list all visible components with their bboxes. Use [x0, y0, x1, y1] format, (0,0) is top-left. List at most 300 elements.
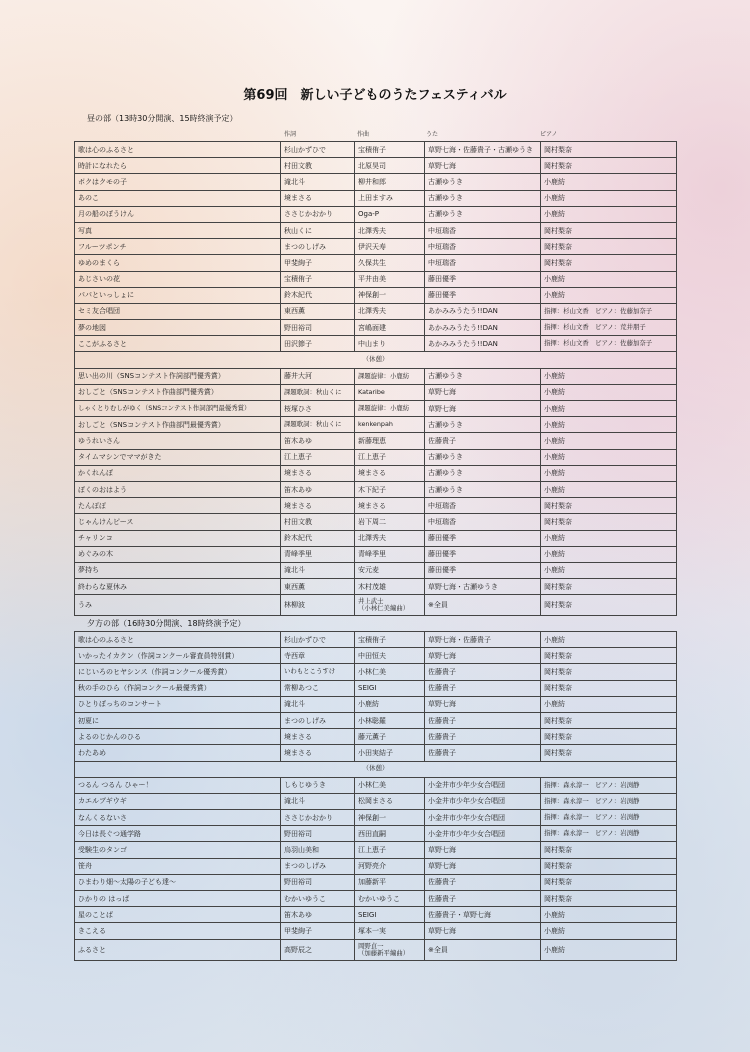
- page-title: 第69回 新しい子どものうたフェスティバル: [243, 88, 507, 103]
- composer: 北原昊司: [355, 158, 425, 174]
- singer: 古瀬ゆうき: [425, 481, 541, 497]
- song-title: 星のことば: [75, 907, 281, 923]
- pianist: 小鹿紡: [541, 546, 677, 562]
- lyricist: 鈴木紀代: [281, 530, 355, 546]
- singer: 草野七海: [425, 401, 541, 417]
- pianist: 岡村梨奈: [541, 239, 677, 255]
- song-title: うみ: [75, 595, 281, 616]
- song-title: あじさいの花: [75, 271, 281, 287]
- composer: 塚本一実: [355, 923, 425, 939]
- composer: 河野亮介: [355, 858, 425, 874]
- table-row: [75, 664, 677, 680]
- lyricist: 村田文教: [281, 158, 355, 174]
- lyricist: 村田文教: [281, 514, 355, 530]
- composer: 西田直嗣: [355, 826, 425, 842]
- composer: [355, 939, 425, 960]
- table-row: [75, 858, 677, 874]
- table-row: [75, 174, 677, 190]
- lyricist: 境まさる: [281, 745, 355, 761]
- lyricist: 秋山くに: [281, 222, 355, 238]
- song-title: おしごと（SNSコンテスト作曲部門優秀賞）: [75, 384, 281, 400]
- lyricist: 林柳波: [281, 595, 355, 616]
- song-title: 今日は長ぐつ通学路: [75, 826, 281, 842]
- day-part1-rows: [75, 142, 677, 352]
- lyricist: まつのしげみ: [281, 712, 355, 728]
- pianist: 小鹿紡: [541, 907, 677, 923]
- pianist: 小鹿紡: [541, 481, 677, 497]
- composer: 宝積侑子: [355, 142, 425, 158]
- table-row: [75, 595, 677, 616]
- composer: 小鹿紡: [355, 696, 425, 712]
- lyricist: しもじゆうき: [281, 777, 355, 793]
- song-title: ゆうれいさん: [75, 433, 281, 449]
- lyricist: 田沢節子: [281, 336, 355, 352]
- song-title: セミ友合唱団: [75, 303, 281, 319]
- lyricist: 青峰季里: [281, 546, 355, 562]
- composer: 宝積侑子: [355, 632, 425, 648]
- table-row: [75, 923, 677, 939]
- lyricist: いわもとこうすけ: [281, 664, 355, 680]
- pianist: 岡村梨奈: [541, 142, 677, 158]
- table-row: [75, 222, 677, 238]
- pianist: 岡村梨奈: [541, 874, 677, 890]
- composer: 小林仁美: [355, 664, 425, 680]
- composer: 神保創一: [355, 810, 425, 826]
- arranger-note: （小林仁美編曲）: [358, 604, 410, 613]
- table-row: [75, 680, 677, 696]
- singer: 草野七海: [425, 648, 541, 664]
- composer: 伊沢天寿: [355, 239, 425, 255]
- composer: 上田ますみ: [355, 190, 425, 206]
- pianist: 岡村梨奈: [541, 255, 677, 271]
- singer: あかみみうたう!!DAN: [425, 303, 541, 319]
- pianist: 岡村梨奈: [541, 842, 677, 858]
- singer: ※全員: [425, 595, 541, 616]
- singer: あかみみうたう!!DAN: [425, 320, 541, 336]
- table-row: [75, 579, 677, 595]
- song-title: 終わらな夏休み: [75, 579, 281, 595]
- composer: 境まさる: [355, 465, 425, 481]
- song-title: 受験生のタンゴ: [75, 842, 281, 858]
- evening-part2-rows: [75, 777, 677, 939]
- singer: 古瀬ゆうき: [425, 465, 541, 481]
- pianist: 岡村梨奈: [541, 648, 677, 664]
- song-title: あのこ: [75, 190, 281, 206]
- lyricist: 寺西章: [281, 648, 355, 664]
- singer: 草野七海: [425, 696, 541, 712]
- song-title: ボクはクモの子: [75, 174, 281, 190]
- singer: 草野七海: [425, 158, 541, 174]
- singer: 古瀬ゆうき: [425, 368, 541, 384]
- singer: 古瀬ゆうき: [425, 190, 541, 206]
- composer: 課題旋律：小鹿紡: [355, 368, 425, 384]
- pianist: 小鹿紡: [541, 449, 677, 465]
- pianist: 小鹿紡: [541, 190, 677, 206]
- pianist: 小鹿紡: [541, 632, 677, 648]
- pianist: 岡村梨奈: [541, 158, 677, 174]
- pianist: 岡村梨奈: [541, 729, 677, 745]
- singer: 佐藤貴子: [425, 891, 541, 907]
- table-row: [75, 729, 677, 745]
- lyricist: 杉山かずひで: [281, 632, 355, 648]
- table-row: [75, 142, 677, 158]
- singer: 藤田優季: [425, 562, 541, 578]
- pianist: 小鹿紡: [541, 433, 677, 449]
- table-row: [75, 777, 677, 793]
- pianist: 岡村梨奈: [541, 891, 677, 907]
- song-title: ここがふるさと: [75, 336, 281, 352]
- composer: Oga-P: [355, 206, 425, 222]
- lyricist: まつのしげみ: [281, 239, 355, 255]
- song-title: わたあめ: [75, 745, 281, 761]
- singer: 草野七海・佐藤貴子・古瀬ゆうき: [425, 142, 541, 158]
- pianist: 指揮：杉山文香 ピアノ：佐藤加奈子: [541, 303, 677, 319]
- composer: 木下紀子: [355, 481, 425, 497]
- pianist: 小鹿紡: [541, 939, 677, 960]
- pianist: 岡村梨奈: [541, 712, 677, 728]
- pianist: 小鹿紡: [541, 923, 677, 939]
- singer: 佐藤貴子: [425, 664, 541, 680]
- composer: 小林聡羅: [355, 712, 425, 728]
- lyricist: 境まさる: [281, 498, 355, 514]
- singer: 中垣瑞香: [425, 498, 541, 514]
- song-title: 月の船のぼうけん: [75, 206, 281, 222]
- composer: 平井由美: [355, 271, 425, 287]
- song-title: いかったイカクン（作詞コンクール審査員特別賞）: [75, 648, 281, 664]
- pianist: 指揮：森永淳一 ピアノ：岩渕静: [541, 810, 677, 826]
- composer: kenkenpah: [355, 417, 425, 433]
- table-row: [75, 498, 677, 514]
- lyricist: 境まさる: [281, 729, 355, 745]
- composer: むかいゆうこ: [355, 891, 425, 907]
- singer: 中垣瑞香: [425, 239, 541, 255]
- lyricist: 課題歌詞：秋山くに: [281, 384, 355, 400]
- table-row: [75, 939, 677, 960]
- pianist: 小鹿紡: [541, 562, 677, 578]
- pianist: 小鹿紡: [541, 696, 677, 712]
- song-title: かくれんぼ: [75, 465, 281, 481]
- table-row: [75, 206, 677, 222]
- lyricist: まつのしげみ: [281, 858, 355, 874]
- pianist: 小鹿紡: [541, 271, 677, 287]
- lyricist: 杉山かずひで: [281, 142, 355, 158]
- singer: 佐藤貴子: [425, 745, 541, 761]
- table-row: [75, 546, 677, 562]
- song-title: にじいろのヒヤシンス（作詞コンクール優秀賞）: [75, 664, 281, 680]
- pianist: 岡村梨奈: [541, 664, 677, 680]
- table-row: [75, 190, 677, 206]
- singer: 藤田優季: [425, 530, 541, 546]
- singer: 草野七海: [425, 923, 541, 939]
- lyricist: 境まさる: [281, 190, 355, 206]
- singer: 草野七海: [425, 858, 541, 874]
- singer: 佐藤貴子: [425, 712, 541, 728]
- singer: 佐藤貴子・草野七海: [425, 907, 541, 923]
- table-row: [75, 417, 677, 433]
- song-title: チャリンコ: [75, 530, 281, 546]
- lyricist: 笛木あゆ: [281, 433, 355, 449]
- table-row: [75, 255, 677, 271]
- composer: Kataribe: [355, 384, 425, 400]
- table-row: [75, 481, 677, 497]
- header-music: 作曲: [357, 131, 370, 138]
- song-title: ゆめのまくら: [75, 255, 281, 271]
- table-row: [75, 712, 677, 728]
- lyricist: 藤井大河: [281, 368, 355, 384]
- day-program-table: [74, 141, 677, 616]
- pianist: 指揮：杉山文香 ピアノ：佐藤加奈子: [541, 336, 677, 352]
- pianist: 指揮：杉山文香 ピアノ：荒井朋子: [541, 320, 677, 336]
- singer: あかみみうたう!!DAN: [425, 336, 541, 352]
- song-title: ひかりの はっぱ: [75, 891, 281, 907]
- lyricist: 笛木あゆ: [281, 907, 355, 923]
- table-row: [75, 465, 677, 481]
- song-title: 笹舟: [75, 858, 281, 874]
- table-row: [75, 514, 677, 530]
- composer: 中田恒夫: [355, 648, 425, 664]
- composer: 小田実結子: [355, 745, 425, 761]
- lyricist: 桜塚ひさ: [281, 401, 355, 417]
- lyricist: 野田裕司: [281, 874, 355, 890]
- pianist: 小鹿紡: [541, 530, 677, 546]
- composer-name: 岡野貞一: [358, 941, 384, 950]
- lyricist: 東西薫: [281, 579, 355, 595]
- lyricist: 鈴木紀代: [281, 287, 355, 303]
- pianist: 小鹿紡: [541, 417, 677, 433]
- song-title: カエルブギウギ: [75, 793, 281, 809]
- singer: 佐藤貴子: [425, 680, 541, 696]
- evening-section-heading: 夕方の部（16時30分開演、18時終演予定）: [87, 619, 246, 628]
- song-title: めぐみの木: [75, 546, 281, 562]
- break-label: （休憩）: [75, 761, 677, 777]
- singer: 佐藤貴子: [425, 433, 541, 449]
- pianist: 岡村梨奈: [541, 595, 677, 616]
- table-row: [75, 239, 677, 255]
- lyricist: ささじかおかり: [281, 206, 355, 222]
- header-lyrics: 作詞: [284, 131, 297, 138]
- singer: 藤田優季: [425, 271, 541, 287]
- song-title: 初夏に: [75, 712, 281, 728]
- lyricist: むかいゆうこ: [281, 891, 355, 907]
- song-title: 夢の地図: [75, 320, 281, 336]
- lyricist: 課題歌詞：秋山くに: [281, 417, 355, 433]
- composer: SEIGI: [355, 680, 425, 696]
- song-title: パパといっしょに: [75, 287, 281, 303]
- table-row: [75, 842, 677, 858]
- break-row: [75, 761, 677, 777]
- song-title: フルーツポンチ: [75, 239, 281, 255]
- pianist: 岡村梨奈: [541, 222, 677, 238]
- table-row: [75, 793, 677, 809]
- lyricist: 甲斐絢子: [281, 255, 355, 271]
- lyricist: 野田裕司: [281, 320, 355, 336]
- arranger-note: （加藤新平編曲）: [358, 948, 410, 957]
- lyricist: 江上恵子: [281, 449, 355, 465]
- singer: 小金井市少年少女合唱団: [425, 777, 541, 793]
- pianist: 指揮：森永淳一 ピアノ：岩渕静: [541, 826, 677, 842]
- song-title: 秋の手のひら（作詞コンクール最優秀賞）: [75, 680, 281, 696]
- composer: SEIGI: [355, 907, 425, 923]
- evening-part1-rows: [75, 632, 677, 762]
- song-title: タイムマシンでママがきた: [75, 449, 281, 465]
- song-title: 夢持ち: [75, 562, 281, 578]
- lyricist: 常柳あつこ: [281, 680, 355, 696]
- singer: 草野七海: [425, 842, 541, 858]
- pianist: 小鹿紡: [541, 206, 677, 222]
- pianist: 指揮：森永淳一 ピアノ：岩渕静: [541, 793, 677, 809]
- lyricist: 野田裕司: [281, 826, 355, 842]
- singer: 古瀬ゆうき: [425, 417, 541, 433]
- composer: 小林仁美: [355, 777, 425, 793]
- singer: 小金井市少年少女合唱団: [425, 793, 541, 809]
- composer: 江上恵子: [355, 449, 425, 465]
- composer: 加藤新平: [355, 874, 425, 890]
- singer: 中垣瑞香: [425, 222, 541, 238]
- lyricist: ささじかおかり: [281, 810, 355, 826]
- composer: 岩下周二: [355, 514, 425, 530]
- pianist: 小鹿紡: [541, 368, 677, 384]
- song-title: ふるさと: [75, 939, 281, 960]
- table-row: [75, 303, 677, 319]
- table-row: [75, 562, 677, 578]
- composer: 松岡まさる: [355, 793, 425, 809]
- lyricist: 烏羽山美和: [281, 842, 355, 858]
- song-title: しゃくとりむしがゆく（SNSコンテスト作詞部門最優秀賞）: [75, 401, 281, 417]
- lyricist: 滝北斗: [281, 174, 355, 190]
- song-title: ぼくのおはよう: [75, 481, 281, 497]
- composer: 宮嶋面建: [355, 320, 425, 336]
- lyricist: 滝北斗: [281, 793, 355, 809]
- composer: 中山まり: [355, 336, 425, 352]
- composer: 課題旋律：小鹿紡: [355, 401, 425, 417]
- singer: 小金井市少年少女合唱団: [425, 810, 541, 826]
- table-row: [75, 632, 677, 648]
- singer: 藤田優季: [425, 287, 541, 303]
- pianist: 岡村梨奈: [541, 498, 677, 514]
- table-row: [75, 810, 677, 826]
- day-part2-rows: [75, 368, 677, 595]
- pianist: 岡村梨奈: [541, 579, 677, 595]
- song-title: おしごと（SNSコンテスト作曲部門最優秀賞）: [75, 417, 281, 433]
- table-row: [75, 320, 677, 336]
- composer: 境まさる: [355, 498, 425, 514]
- pianist: 小鹿紡: [541, 401, 677, 417]
- table-row: [75, 696, 677, 712]
- song-title: よるのじかんのひる: [75, 729, 281, 745]
- song-title: ひまわり畑～太陽の子ども達～: [75, 874, 281, 890]
- lyricist: 境まさる: [281, 465, 355, 481]
- song-title: 写真: [75, 222, 281, 238]
- composer: 久保共生: [355, 255, 425, 271]
- composer: 神保創一: [355, 287, 425, 303]
- singer: 小金井市少年少女合唱団: [425, 826, 541, 842]
- composer: 青峰季里: [355, 546, 425, 562]
- evening-program-table: [74, 631, 677, 961]
- table-row: [75, 433, 677, 449]
- table-row: [75, 287, 677, 303]
- pianist: 小鹿紡: [541, 174, 677, 190]
- song-title: 時計になれたら: [75, 158, 281, 174]
- table-row: [75, 336, 677, 352]
- pianist: 岡村梨奈: [541, 745, 677, 761]
- composer: [355, 595, 425, 616]
- header-piano: ピアノ: [540, 131, 558, 138]
- composer-name: 井上武士: [358, 597, 384, 606]
- lyricist: 笛木あゆ: [281, 481, 355, 497]
- composer: 安元麦: [355, 562, 425, 578]
- table-row: [75, 158, 677, 174]
- table-row: [75, 368, 677, 384]
- song-title: つるん つるん ひゃー！: [75, 777, 281, 793]
- composer: 新藤理恵: [355, 433, 425, 449]
- singer: 草野七海・古瀬ゆうき: [425, 579, 541, 595]
- singer: 藤田優季: [425, 546, 541, 562]
- composer: 北澤秀夫: [355, 303, 425, 319]
- pianist: 指揮：森永淳一 ピアノ：岩渕静: [541, 777, 677, 793]
- song-title: たんぽぽ: [75, 498, 281, 514]
- table-row: [75, 745, 677, 761]
- singer: 古瀬ゆうき: [425, 174, 541, 190]
- composer: 江上恵子: [355, 842, 425, 858]
- song-title: なんくるないさ: [75, 810, 281, 826]
- singer: 古瀬ゆうき: [425, 449, 541, 465]
- composer: 北澤秀夫: [355, 530, 425, 546]
- song-title: きこえる: [75, 923, 281, 939]
- table-row: [75, 401, 677, 417]
- singer: 佐藤貴子: [425, 729, 541, 745]
- lyricist: 甲斐絢子: [281, 923, 355, 939]
- lyricist: 東西薫: [281, 303, 355, 319]
- table-row: [75, 826, 677, 842]
- table-row: [75, 891, 677, 907]
- pianist: 岡村梨奈: [541, 858, 677, 874]
- pianist: 小鹿紡: [541, 465, 677, 481]
- song-title: 思い出の川（SNSコンテスト作詞部門優秀賞）: [75, 368, 281, 384]
- composer: 柳井和郎: [355, 174, 425, 190]
- pianist: 小鹿紡: [541, 384, 677, 400]
- composer: 北澤秀夫: [355, 222, 425, 238]
- table-row: [75, 907, 677, 923]
- lyricist: 高野辰之: [281, 939, 355, 960]
- lyricist: 滝北斗: [281, 562, 355, 578]
- singer: ※全員: [425, 939, 541, 960]
- pianist: 岡村梨奈: [541, 514, 677, 530]
- pianist: 小鹿紡: [541, 287, 677, 303]
- table-row: [75, 449, 677, 465]
- day-section-heading: 昼の部（13時30分開演、15時終演予定）: [87, 114, 238, 123]
- song-title: 歌は心のふるさと: [75, 632, 281, 648]
- lyricist: 宝積侑子: [281, 271, 355, 287]
- singer: 佐藤貴子: [425, 874, 541, 890]
- singer: 中垣瑞香: [425, 514, 541, 530]
- pianist: 岡村梨奈: [541, 680, 677, 696]
- composer: 木村茂雄: [355, 579, 425, 595]
- singer: 草野七海: [425, 384, 541, 400]
- table-row: [75, 384, 677, 400]
- composer: 藤元薫子: [355, 729, 425, 745]
- song-title: 歌は心のふるさと: [75, 142, 281, 158]
- singer: 中垣瑞香: [425, 255, 541, 271]
- singer: 草野七海・佐藤貴子: [425, 632, 541, 648]
- break-label: （休憩）: [75, 352, 677, 368]
- column-headers: [74, 129, 676, 139]
- table-row: [75, 874, 677, 890]
- singer: 古瀬ゆうき: [425, 206, 541, 222]
- header-singer: うた: [426, 131, 439, 138]
- break-row: [75, 352, 677, 368]
- table-row: [75, 271, 677, 287]
- table-row: [75, 648, 677, 664]
